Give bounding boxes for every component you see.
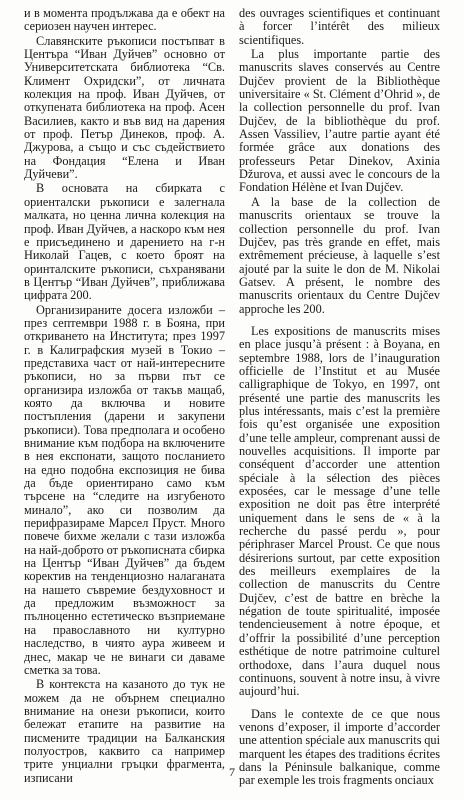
paragraph: La plus importante partie des manuscrits slaves conservés au Centre Dujčev provient de la Bibliothèque universitaire « St. Clément d’Ohrid », de la collection personnelle du prof. Ivan Dujčev, de la bibliothèque du prof. Assen Vassiliev, l’autre partie ayant été formée grâce aux donations des professeurs Petar Dinekov, Axinia Džurova, et aussi avec le concours de la Fondation Hélène et Ivan Dujčev.	[239, 47, 440, 195]
paragraph: Les expositions de manuscrits mises en place jusqu’à présent : à Boyana, en septembre 1988, lors de l’inauguration officielle de l’Institut et au Musée calligraphique de Tokyo, en 1997, ont présenté une partie des manuscrits les plus intéressants, mais c’est la première fois qu’est organisée une exposition d’une telle ampleur, comprenant aussi de nouvelles acquisitions. Il importe par conséquent d’accorder une attention spéciale à la sélection des pièces exposées, car le message d’une telle exposition ne doit pas être interprété uniquement dans le sens de « à la recherche du passé perdu », pour périphraser Marcel Proust. Ce que nous désirerions surtout, par cette exposition des meilleurs exemplaires de la collection de manuscrits du Centre Dujčev, c’est de battre en brèche la négation de toute spiritualité, imposée tendencieusement à notre époque, et d’offrir la possibilité d’une perception esthétique de notre patrimoine culturel orthodoxe, dans l’aura duquel nous continuons, souvent à notre insu, à vivre aujourd’hui.	[239, 323, 440, 699]
paragraph: Организираните досега изложби – през септември 1988 г. в Бояна, при откриването на Института; през 1997 г. в Калиграфския музей в Токио – представиха част от най-интересните ръкописи, но за първи път се организира изложба от такъв мащаб, която да включва и новите постъпления (дарени и закупени ръкописи). Това предполага и особено внимание към подбора на включените в нея експонати, защото посланието на едно подобна експозиция не бива да бъде ориентирано само към търсене на “следите на изгубеното минало”, ако си позволим да перифразираме Марсел Пруст. Много повече бихме желали с тази изложба на най-доброто от ръкописната сбирка на Център “Иван Дуйчев” да бъдем коректив на тенденциозно налаганата на нашето съвремие бездуховност и да предложим възможност за пълноценно естетическо възприемане на православното ни културно наследство, в чиято аура живеем и днес, макар че не винаги си даваме сметка за това.	[24, 302, 225, 677]
paragraph: A la base de la collection de manuscrits orientaux se trouve la collection personnelle du prof. Ivan Dujčev, pas très grande en effet, mais extrêmement précieuse, à laquelle s’est ajouté par la suite le don de M. Nikolai Gatsev. A présent, le nombre des manuscrits orientaux du Centre Dujčev approche les 200.	[239, 194, 440, 316]
paragraph: des ouvrages scientifiques et continuant à forcer l’intérêt des milieux scientifiques.	[239, 6, 440, 47]
page-number: 7	[229, 765, 235, 779]
paragraph: Славянските ръкописи постъпват в Центъра “Иван Дуйчев” основно от Университетската библиотека “Св. Климент Охридски”, от личната колекция на проф. Иван Дуйчев, от откупената библиотека на проф. Асен Василиев, както и във вид на дарения от проф. Петър Динеков, проф. А. Джурова, а също и със съдействието на Фондация “Елена и Иван Дуйчеви”.	[24, 33, 225, 182]
paragraph: Dans le contexte de ce que nous venons d’exposer, il importe d’accorder une attention spéciale aux manuscrits qui marquent les étapes des traditions écrites dans la Péninsule balkanique, comme par exemple les trois fragments onciaux	[239, 706, 440, 788]
paragraph: В контекста на казаното до тук не можем да не обърнем специално внимание на онези ръкописи, които бележат етапите на развитие на писмените традиции на Балканския полуостров, каквито са например трите унциални гръцки фрагмента, изписани	[24, 677, 225, 785]
paragraph: и в момента продължава да е обект на сериозен научен интерес.	[24, 6, 225, 34]
bulgarian-column	[24, 7, 225, 789]
french-column	[239, 7, 440, 789]
paragraph: В основата на сбирката с ориенталски ръкописи е залегнала малката, но ценна лична колекция на проф. Иван Дуйчев, а наскоро към нея е присъединено и дарението на г-н Николай Гацев, с което броят на оринталските ръкописи, съхранявани в Център “Иван Дуйчев”, приближава цифрата 200.	[24, 181, 225, 303]
two-column-body	[24, 7, 440, 789]
